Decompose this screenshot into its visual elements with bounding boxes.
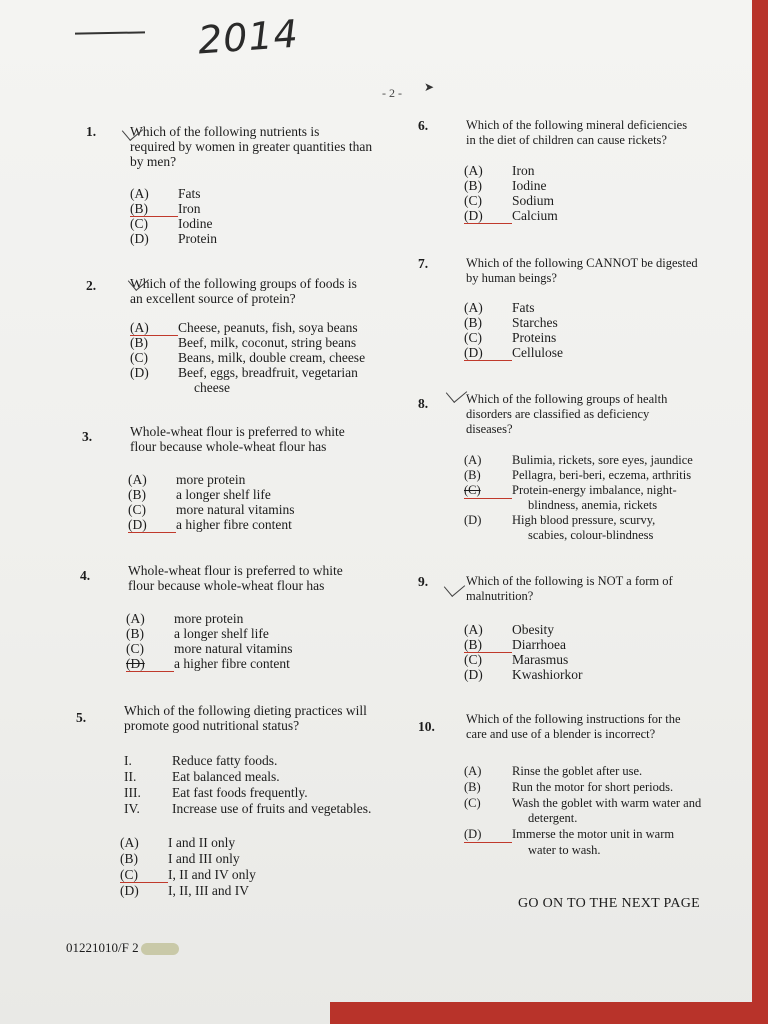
option-d[interactable]: (D) I, II, III and IV: [120, 883, 249, 898]
option-a[interactable]: (A) Iron: [464, 163, 535, 178]
option-c[interactable]: (C) Wash the goblet with warm water and: [464, 796, 702, 810]
option-a[interactable]: (A) Fats: [464, 300, 535, 315]
option-c[interactable]: (C) Sodium: [464, 193, 555, 208]
question-stem: Which of the following groups of health disorders are classified as deficiency diseases?: [466, 392, 668, 436]
question-stem: Which of the following nutrients is required by women in greater quantities than by men?: [130, 124, 373, 169]
roman-item-2: II. Eat balanced meals.: [124, 769, 280, 784]
option-d[interactable]: (D) Protein: [130, 231, 217, 246]
option-c[interactable]: (C) Iodine: [130, 216, 213, 231]
question-stem: Which of the following dieting practices will promote good nutritional status?: [124, 703, 367, 733]
option-d[interactable]: (D) Beef, eggs, breadfruit, vegetarian: [130, 365, 358, 380]
option-b[interactable]: (B) I and III only: [120, 851, 240, 866]
option-a[interactable]: (A) more protein: [126, 611, 244, 626]
option-d[interactable]: (D) Kwashiorkor: [464, 667, 583, 682]
option-b[interactable]: (B) Pellagra, beri-beri, eczema, arthritis: [464, 468, 692, 482]
option-c[interactable]: (C) I, II and IV only: [120, 867, 256, 882]
option-d[interactable]: (D) Calcium: [464, 208, 558, 223]
option-c[interactable]: (C) Protein-energy imbalance, night-: [464, 483, 677, 497]
question-stem: Which of the following groups of foods is an excellent source of protein?: [130, 276, 357, 306]
handwritten-year: 2014: [196, 11, 301, 63]
option-d[interactable]: (D) High blood pressure, scurvy,: [464, 513, 656, 527]
option-a[interactable]: (A) Rinse the goblet after use.: [464, 764, 643, 778]
option-a[interactable]: (A) I and II only: [120, 835, 236, 850]
option-c[interactable]: (C) Proteins: [464, 330, 557, 345]
question-stem: Which of the following mineral deficiencies in the diet of children can cause rickets?: [466, 118, 688, 147]
option-a[interactable]: (A) Cheese, peanuts, fish, soya beans: [130, 320, 358, 335]
smudge-mark: [141, 943, 179, 955]
option-d[interactable]: (D) a higher fibre content: [126, 656, 290, 671]
pen-stroke: [75, 31, 145, 34]
question-stem: Whole-wheat flour is preferred to white flour because whole-wheat flour has: [128, 563, 343, 593]
option-b[interactable]: (B) Run the motor for short periods.: [464, 780, 674, 794]
option-b[interactable]: (B) Beef, milk, coconut, string beans: [130, 335, 357, 350]
option-a[interactable]: (A) more protein: [128, 472, 246, 487]
question-stem: Which of the following is NOT a form of malnutrition?: [466, 574, 673, 603]
option-d[interactable]: (D) Cellulose: [464, 345, 563, 360]
option-d-continuation: water to wash.: [528, 843, 601, 857]
option-a[interactable]: (A) Obesity: [464, 622, 554, 637]
option-c-continuation: detergent.: [528, 811, 578, 825]
option-b[interactable]: (B) a longer shelf life: [128, 487, 271, 502]
roman-item-4: IV. Increase use of fruits and vegetables.: [124, 801, 372, 816]
background-edge: [752, 0, 768, 1024]
option-c[interactable]: (C) more natural vitamins: [128, 502, 295, 517]
option-continuation: cheese: [194, 380, 230, 395]
option-b[interactable]: (B) Starches: [464, 315, 558, 330]
background-edge-bottom: [330, 1002, 768, 1024]
question-number: 1.: [86, 124, 97, 139]
option-c[interactable]: (C) more natural vitamins: [126, 641, 293, 656]
option-c[interactable]: (C) Beans, milk, double cream, cheese: [130, 350, 366, 365]
option-c[interactable]: (C) Marasmus: [464, 652, 569, 667]
option-a[interactable]: (A) Fats: [130, 186, 201, 201]
next-page-instruction: GO ON TO THE NEXT PAGE: [518, 896, 701, 911]
page-number: - 2 -: [382, 86, 402, 100]
option-d[interactable]: (D) a higher fibre content: [128, 517, 292, 532]
option-b[interactable]: (B) Iron: [130, 201, 201, 216]
question-stem: Whole-wheat flour is preferred to white flour because whole-wheat flour has: [130, 424, 345, 454]
paper-code: 01221010/F 2: [66, 940, 179, 956]
option-a[interactable]: (A) Bulimia, rickets, sore eyes, jaundice: [464, 453, 693, 467]
checkmark-icon: [446, 382, 467, 403]
option-b[interactable]: (B) Diarrhoea: [464, 637, 566, 652]
option-b[interactable]: (B) Iodine: [464, 178, 547, 193]
option-d[interactable]: (D) Immerse the motor unit in warm: [464, 827, 675, 841]
option-d-continuation: scabies, colour-blindness: [528, 528, 654, 542]
option-b[interactable]: (B) a longer shelf life: [126, 626, 269, 641]
exam-page: 2014 - 2 - ➤ 1. Which of the following nutrients is required by women in greater quantities than by men? (A) Fats (B) Iron (C) Iodine (D) Protein 2. Which of the following groups of foods is an excellent source of protein? (A) Cheese, peanuts, fish, soya beans (B) Beef, milk, coconut, string beans (C) Beans, milk, double cream, cheese (D) Beef, eggs, breadfruit, vegetarian cheese 3. Whole-wheat flour is preferred to white flour because whole-wheat flour has (A) more protein (B) a longer shelf life (C) more natural vitamins (D) a higher fibre content 4. Whole-wheat flour is preferred to white flour because whole-wheat flour has (A) more protein (B) a longer shelf life (C) more natural vitamins (D) a higher fibre content 5. Which of the following dieting practices will promote good nutritional status? I. Reduce fatty foods. II. Eat balanced meals. III. Eat fast foods frequently. IV. Increase use of fruits and vegetables. (A) I and II only (B) I and III only (C) I, II and IV only (D) I, II, III and IV 6. Which of the following mineral deficiencies in the diet of children can cause rickets? (A) Iron (B) Iodine (C) Sodium (D) Calcium 7. Which of the following CANNOT be digested by human beings? (A) Fats (B) Starches (C) Proteins (D) Cellulose 8. Which of the following groups of health disorders are classified as deficiency diseases? (A) Bulimia, rickets, sore eyes, jaundice (B) Pellagra, beri-beri, eczema, arthritis (C) Protein-energy imbalance, night- blindness, anemia, rickets (D) High blood pressure, scurvy, scabies, colour-blindness 9. Which of the following is NOT a form of malnutrition? (A) Obesity (B) Diarrhoea (C) Marasmus (D) Kwashiorkor 10. Which of the following instructions for the care and use of a blender is incorrect? (A) Rinse the goblet after use. (B) Run the motor for short periods. (C) Wash the goblet with warm water and detergent. (D) Immerse the motor unit in warm water to wash. GO ON TO THE NEXT PAGE 01221010/F 2: [0, 0, 752, 1024]
question-stem: Which of the following CANNOT be digested by human beings?: [466, 256, 698, 285]
option-c-continuation: blindness, anemia, rickets: [528, 498, 658, 512]
roman-item-1: I. Reduce fatty foods.: [124, 753, 278, 768]
question-stem: Which of the following instructions for the care and use of a blender is incorrect?: [466, 712, 681, 741]
arrow-mark-icon: ➤: [424, 80, 435, 94]
roman-item-3: III. Eat fast foods frequently.: [124, 785, 308, 800]
checkmark-icon: [444, 576, 465, 597]
